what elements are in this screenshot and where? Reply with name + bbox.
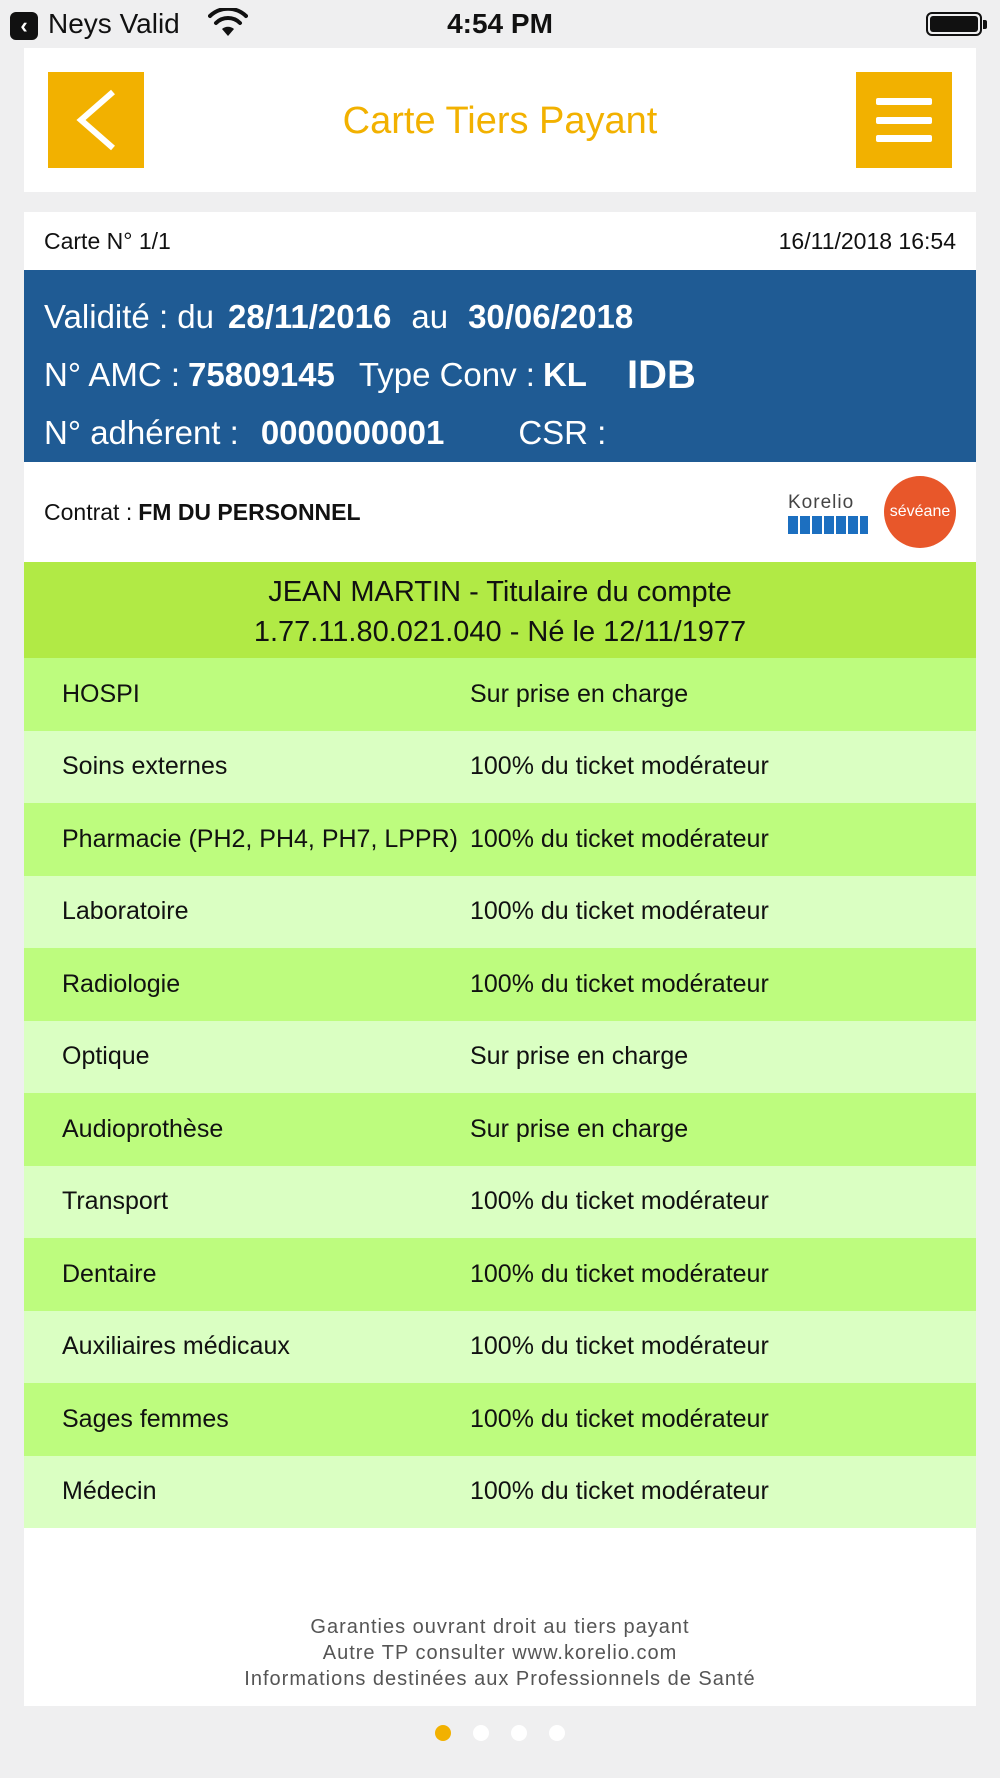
csr-label: CSR :	[518, 414, 607, 451]
coverage-value: Sur prise en charge	[470, 1114, 689, 1143]
insurer-code: IDB	[626, 352, 696, 397]
page-dot[interactable]	[435, 1725, 451, 1741]
back-to-app-label[interactable]: Neys Valid	[48, 8, 180, 39]
hamburger-menu-icon	[876, 98, 932, 142]
coverage-label: Radiologie	[62, 969, 181, 998]
card-footer	[24, 1528, 976, 1706]
coverage-value: 100% du ticket modérateur	[470, 1259, 769, 1288]
coverage-row	[24, 1456, 976, 1529]
amc-label: N° AMC :	[44, 356, 181, 393]
coverage-label: Laboratoire	[62, 897, 189, 926]
account-holder	[24, 562, 976, 658]
coverage-row	[24, 658, 976, 731]
coverage-value: 100% du ticket modérateur	[470, 1477, 769, 1506]
coverage-row	[24, 803, 976, 876]
coverage-row	[24, 1383, 976, 1456]
coverage-row	[24, 1238, 976, 1311]
coverage-row	[24, 1093, 976, 1166]
coverage-label: Optique	[62, 1042, 150, 1071]
coverage-list	[24, 658, 976, 1528]
coverage-label: Médecin	[62, 1477, 157, 1506]
coverage-row	[24, 1311, 976, 1384]
coverage-row	[24, 948, 976, 1021]
contract-label: Contrat :	[44, 498, 133, 525]
coverage-label: Pharmacie (PH2, PH4, PH7, LPPR)	[62, 824, 458, 853]
coverage-label: Auxiliaires médicaux	[62, 1332, 290, 1361]
validity-to-label: au	[411, 298, 449, 335]
type-conv-value: KL	[542, 356, 587, 393]
page-dot[interactable]	[473, 1725, 489, 1741]
coverage-row	[24, 1166, 976, 1239]
page-dot[interactable]	[511, 1725, 527, 1741]
coverage-row	[24, 876, 976, 949]
coverage-value: Sur prise en charge	[470, 679, 689, 708]
footer-line-1: Garanties ouvrant droit au tiers payant	[310, 1616, 690, 1638]
status-bar	[0, 0, 1000, 48]
coverage-label: Sages femmes	[62, 1404, 229, 1433]
status-time: 4:54 PM	[447, 8, 553, 39]
page-title: Carte Tiers Payant	[342, 100, 658, 142]
tiers-payant-card	[24, 212, 976, 1706]
adherent-value: 0000000001	[260, 414, 445, 451]
menu-button[interactable]	[856, 72, 952, 168]
card-timestamp: 16/11/2018 16:54	[778, 227, 956, 254]
validity-from: 28/11/2016	[228, 298, 392, 335]
coverage-value: 100% du ticket modérateur	[470, 897, 769, 926]
card-info-panel	[24, 270, 976, 462]
back-to-app-icon[interactable]: ‹	[10, 12, 38, 40]
battery-icon	[926, 12, 982, 36]
amc-value: 75809145	[188, 356, 335, 393]
coverage-label: Dentaire	[62, 1259, 157, 1288]
validity-to: 30/06/2018	[468, 298, 634, 335]
coverage-value: 100% du ticket modérateur	[470, 752, 769, 781]
coverage-row	[24, 731, 976, 804]
type-conv-label: Type Conv :	[358, 356, 535, 393]
contract-row	[24, 462, 976, 562]
card-number: Carte N° 1/1	[44, 227, 171, 254]
coverage-value: 100% du ticket modérateur	[470, 1187, 769, 1216]
app-header	[24, 48, 976, 192]
holder-name: JEAN MARTIN - Titulaire du compte	[268, 576, 732, 608]
coverage-value: Sur prise en charge	[470, 1042, 689, 1071]
korelio-logo: Korelio	[788, 492, 868, 534]
coverage-value: 100% du ticket modérateur	[470, 824, 769, 853]
page-indicator[interactable]	[0, 1725, 1000, 1741]
coverage-label: HOSPI	[62, 679, 140, 708]
coverage-value: 100% du ticket modérateur	[470, 969, 769, 998]
coverage-row	[24, 1021, 976, 1094]
footer-line-2: Autre TP consulter www.korelio.com	[322, 1642, 678, 1664]
coverage-label: Transport	[62, 1187, 169, 1216]
footer-line-3: Informations destinées aux Professionnels de Santé	[244, 1668, 756, 1690]
coverage-label: Audioprothèse	[62, 1114, 224, 1143]
seveane-logo: sévéane	[884, 476, 956, 548]
holder-details: 1.77.11.80.021.040 - Né le 12/11/1977	[253, 616, 747, 648]
coverage-label: Soins externes	[62, 752, 228, 781]
adherent-label: N° adhérent :	[44, 414, 239, 451]
contract-value: FM DU PERSONNEL	[138, 498, 361, 525]
coverage-value: 100% du ticket modérateur	[470, 1404, 769, 1433]
page-dot[interactable]	[549, 1725, 565, 1741]
coverage-value: 100% du ticket modérateur	[470, 1332, 769, 1361]
validity-label: Validité : du	[44, 298, 214, 335]
card-top-bar	[24, 212, 976, 270]
